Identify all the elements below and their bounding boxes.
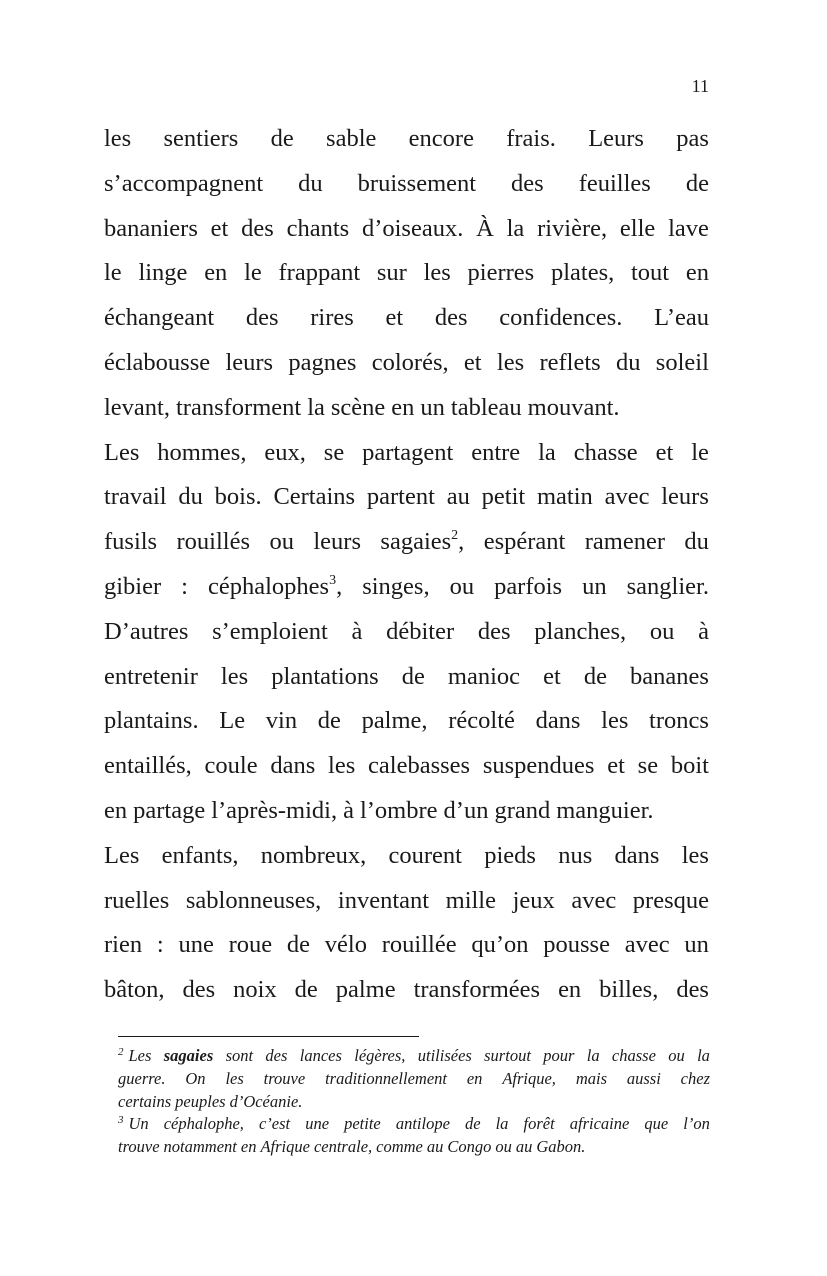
footnote-line: trouve notamment en Afrique centrale, comme au Congo ou au Gabon. <box>118 1137 586 1156</box>
text-line: rien : une roue de vélo rouillée qu’on pousse avec un <box>104 931 709 959</box>
text-line: D’autres s’emploient à débiter des planches, ou à <box>104 617 709 645</box>
text-line: gibier : céphalophes$^3$, singes, ou parfois un sanglier. <box>104 573 709 600</box>
text-line: entaillés, coule dans les calebasses suspendues et se boit <box>104 752 709 780</box>
footnote-separator <box>118 1036 419 1037</box>
text-line: en partage l’après-midi, à l’ombre d’un grand manguier. <box>104 797 654 824</box>
footnote-line: $^2$ Les sagaies sont des lances légères, utilisées surtout pour la chasse ou la <box>118 1046 710 1065</box>
text-line: ruelles sablonneuses, inventant mille jeux avec presque <box>104 886 709 914</box>
text-line: entretenir les plantations de manioc et de bananes <box>104 662 709 690</box>
text-line: les sentiers de sable encore frais. Leurs pas <box>104 125 709 152</box>
text-line: bananiers et des chants d’oiseaux. À la rivière, elle lave <box>104 214 709 242</box>
text-line: Les hommes, eux, se partagent entre la chasse et le <box>104 438 709 466</box>
text-line: échangeant des rires et des confidences. L’eau <box>104 304 709 332</box>
footnote-line: guerre. On les trouve traditionnellement en Afrique, mais aussi chez <box>118 1069 710 1088</box>
text-line: levant, transforment la scène en un tableau mouvant. <box>104 393 620 421</box>
text-line: bâton, des noix de palme transformées en billes, des <box>104 976 709 1004</box>
text-line: le linge en le frappant sur les pierres plates, tout en <box>104 259 709 287</box>
text-line: plantains. Le vin de palme, récolté dans les troncs <box>104 707 709 735</box>
footnote-number: 3 <box>118 1114 124 1126</box>
footnote-line: $^3$ Un céphalophe, c’est une petite antilope de la forêt africaine que l’on <box>118 1114 710 1133</box>
text-line: éclabousse leurs pagnes colorés, et les reflets du soleil <box>104 349 709 376</box>
text-line: Les enfants, nombreux, courent pieds nus dans les <box>104 841 709 869</box>
footnote-number: 2 <box>118 1046 124 1058</box>
footnote-line: certains peuples d’Océanie. <box>118 1092 303 1111</box>
text-line: s’accompagnent du bruissement des feuilles de <box>104 169 709 197</box>
text-line: travail du bois. Certains partent au petit matin avec leurs <box>104 483 709 511</box>
text-line: fusils rouillés ou leurs sagaies$^2$, espérant ramener du <box>104 528 709 556</box>
page-number: 11 <box>691 76 709 96</box>
